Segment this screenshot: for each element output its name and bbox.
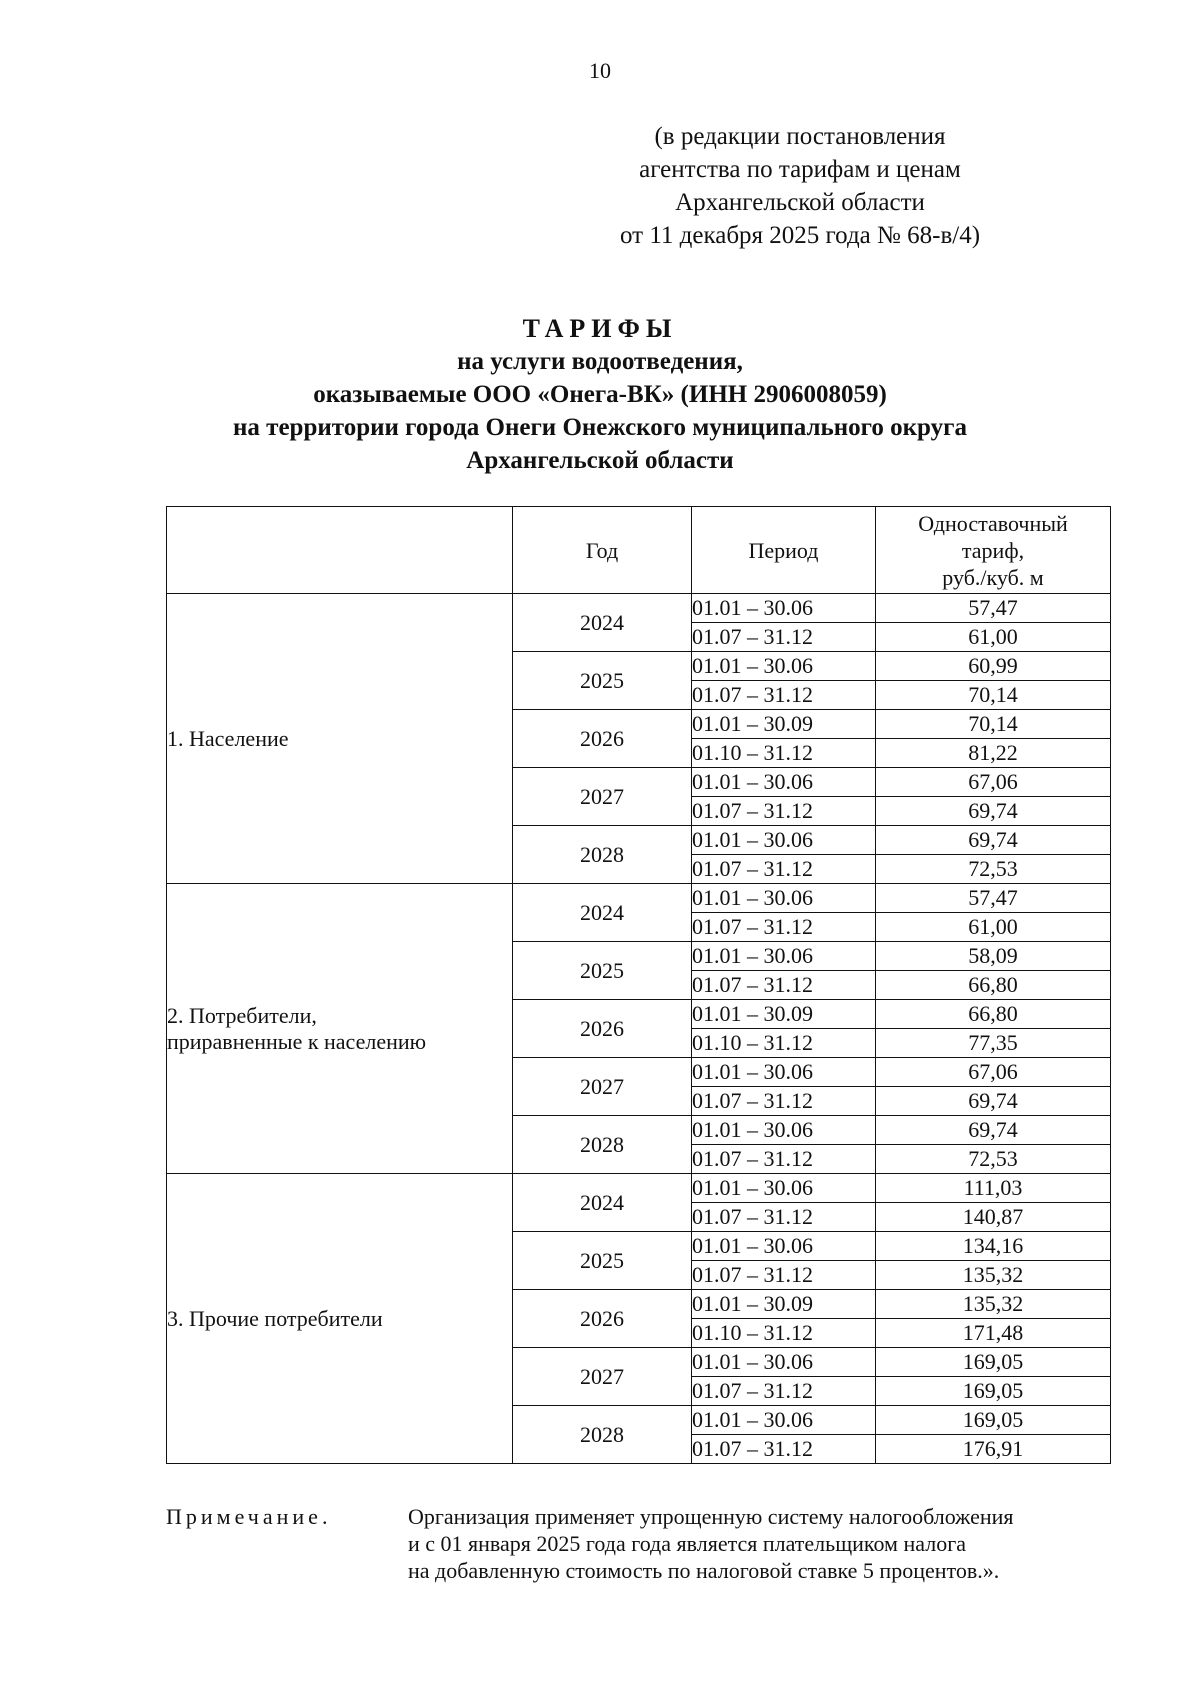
tariffs-table (166, 506, 1111, 1464)
title-line: на услуги водоотведения, (457, 348, 743, 375)
period-cell: 01.07 – 31.12 (692, 797, 876, 826)
consumer-group-cell (167, 594, 513, 884)
period-cell: 01.10 – 31.12 (692, 1319, 876, 1348)
period-cell: 01.01 – 30.06 (692, 1174, 876, 1203)
tariff-cell: 111,03 (876, 1174, 1111, 1203)
header-period: Период (692, 507, 876, 594)
period-cell: 01.01 – 30.06 (692, 594, 876, 623)
document-title (0, 312, 1200, 477)
year-cell: 2027 (513, 768, 692, 826)
tariff-cell: 69,74 (876, 826, 1111, 855)
tariff-cell: 69,74 (876, 1087, 1111, 1116)
year-cell: 2028 (513, 1116, 692, 1174)
consumer-group-cell (167, 884, 513, 1174)
period-cell: 01.01 – 30.06 (692, 826, 876, 855)
year-cell: 2028 (513, 826, 692, 884)
year-cell: 2024 (513, 594, 692, 652)
note-line: на добавленную стоимость по налоговой ставке 5 процентов.». (408, 1558, 1000, 1583)
year-cell: 2027 (513, 1348, 692, 1406)
tariff-cell: 70,14 (876, 710, 1111, 739)
tariff-cell: 66,80 (876, 971, 1111, 1000)
year-cell: 2024 (513, 884, 692, 942)
redaction-line: агентства по тарифам и ценам (639, 156, 961, 183)
period-cell: 01.07 – 31.12 (692, 681, 876, 710)
tariff-cell: 72,53 (876, 855, 1111, 884)
consumer-group-name: 1. Население (167, 725, 289, 751)
table-row (167, 884, 1111, 913)
tariff-cell: 169,05 (876, 1377, 1111, 1406)
tariff-cell: 60,99 (876, 652, 1111, 681)
tariff-cell: 67,06 (876, 768, 1111, 797)
table-header-row (167, 507, 1111, 594)
tariff-cell: 58,09 (876, 942, 1111, 971)
consumer-group-name: приравненные к населению (167, 1028, 427, 1054)
period-cell: 01.07 – 31.12 (692, 1377, 876, 1406)
note-label: Примечание. (166, 1504, 332, 1529)
year-cell: 2024 (513, 1174, 692, 1232)
header-tariff-line: тариф, (961, 537, 1025, 563)
period-cell: 01.10 – 31.12 (692, 739, 876, 768)
tariff-cell: 77,35 (876, 1029, 1111, 1058)
redaction-line: от 11 декабря 2025 года № 68-в/4) (619, 222, 981, 249)
period-cell: 01.10 – 31.12 (692, 1029, 876, 1058)
title-line: оказываемые ООО «Онега-ВК» (ИНН 2906008059) (313, 381, 887, 408)
period-cell: 01.01 – 30.06 (692, 884, 876, 913)
period-cell: 01.07 – 31.12 (692, 913, 876, 942)
year-cell: 2025 (513, 942, 692, 1000)
tariff-cell: 72,53 (876, 1145, 1111, 1174)
period-cell: 01.07 – 31.12 (692, 1087, 876, 1116)
period-cell: 01.01 – 30.06 (692, 1232, 876, 1261)
table-row (167, 1174, 1111, 1203)
redaction-line: (в редакции постановления (654, 123, 946, 150)
period-cell: 01.01 – 30.09 (692, 710, 876, 739)
note-text (408, 1503, 1110, 1584)
tariff-cell: 57,47 (876, 594, 1111, 623)
header-tariff (876, 507, 1111, 594)
period-cell: 01.01 – 30.09 (692, 1290, 876, 1319)
period-cell: 01.07 – 31.12 (692, 623, 876, 652)
header-tariff-line: руб./куб. м (942, 564, 1044, 590)
year-cell: 2026 (513, 1290, 692, 1348)
note-line: Организация применяет упрощенную систему налогообложения (408, 1504, 1014, 1529)
title-line: Архангельской области (466, 447, 734, 474)
redaction-note (600, 120, 1000, 252)
tariff-cell: 169,05 (876, 1348, 1111, 1377)
period-cell: 01.01 – 30.06 (692, 1116, 876, 1145)
tariff-cell: 67,06 (876, 1058, 1111, 1087)
header-tariff-line: Одноставочный (918, 510, 1068, 536)
period-cell: 01.07 – 31.12 (692, 1435, 876, 1464)
page-number: 10 (589, 58, 611, 83)
period-cell: 01.07 – 31.12 (692, 1261, 876, 1290)
tariff-cell: 176,91 (876, 1435, 1111, 1464)
period-cell: 01.01 – 30.09 (692, 1000, 876, 1029)
period-cell: 01.01 – 30.06 (692, 652, 876, 681)
tariff-cell: 140,87 (876, 1203, 1111, 1232)
year-cell: 2026 (513, 1000, 692, 1058)
redaction-line: Архангельской области (675, 189, 925, 216)
title-main: ТАРИФЫ (522, 314, 678, 343)
note-line: и с 01 января 2025 года года является плательщиком налога (408, 1531, 966, 1556)
header-group (167, 507, 513, 594)
table-body (167, 594, 1111, 1464)
title-line: на территории города Онеги Онежского муниципального округа (233, 414, 967, 441)
year-cell: 2028 (513, 1406, 692, 1464)
tariff-cell: 70,14 (876, 681, 1111, 710)
tariff-cell: 169,05 (876, 1406, 1111, 1435)
year-cell: 2025 (513, 652, 692, 710)
year-cell: 2025 (513, 1232, 692, 1290)
tariff-cell: 61,00 (876, 623, 1111, 652)
period-cell: 01.07 – 31.12 (692, 1145, 876, 1174)
period-cell: 01.07 – 31.12 (692, 855, 876, 884)
period-cell: 01.07 – 31.12 (692, 1203, 876, 1232)
year-cell: 2027 (513, 1058, 692, 1116)
tariff-cell: 135,32 (876, 1261, 1111, 1290)
period-cell: 01.01 – 30.06 (692, 1058, 876, 1087)
header-year: Год (513, 507, 692, 594)
tariff-cell: 69,74 (876, 797, 1111, 826)
period-cell: 01.07 – 31.12 (692, 971, 876, 1000)
tariff-cell: 61,00 (876, 913, 1111, 942)
table-row (167, 594, 1111, 623)
consumer-group-name: 3. Прочие потребители (167, 1305, 383, 1331)
tariff-cell: 66,80 (876, 1000, 1111, 1029)
consumer-group-name: 2. Потребители, (167, 1002, 317, 1028)
tariff-cell: 81,22 (876, 739, 1111, 768)
consumer-group-cell (167, 1174, 513, 1464)
year-cell: 2026 (513, 710, 692, 768)
period-cell: 01.01 – 30.06 (692, 768, 876, 797)
period-cell: 01.01 – 30.06 (692, 1348, 876, 1377)
tariff-cell: 135,32 (876, 1290, 1111, 1319)
tariff-cell: 171,48 (876, 1319, 1111, 1348)
tariff-cell: 134,16 (876, 1232, 1111, 1261)
period-cell: 01.01 – 30.06 (692, 1406, 876, 1435)
tariff-cell: 69,74 (876, 1116, 1111, 1145)
tariff-cell: 57,47 (876, 884, 1111, 913)
period-cell: 01.01 – 30.06 (692, 942, 876, 971)
